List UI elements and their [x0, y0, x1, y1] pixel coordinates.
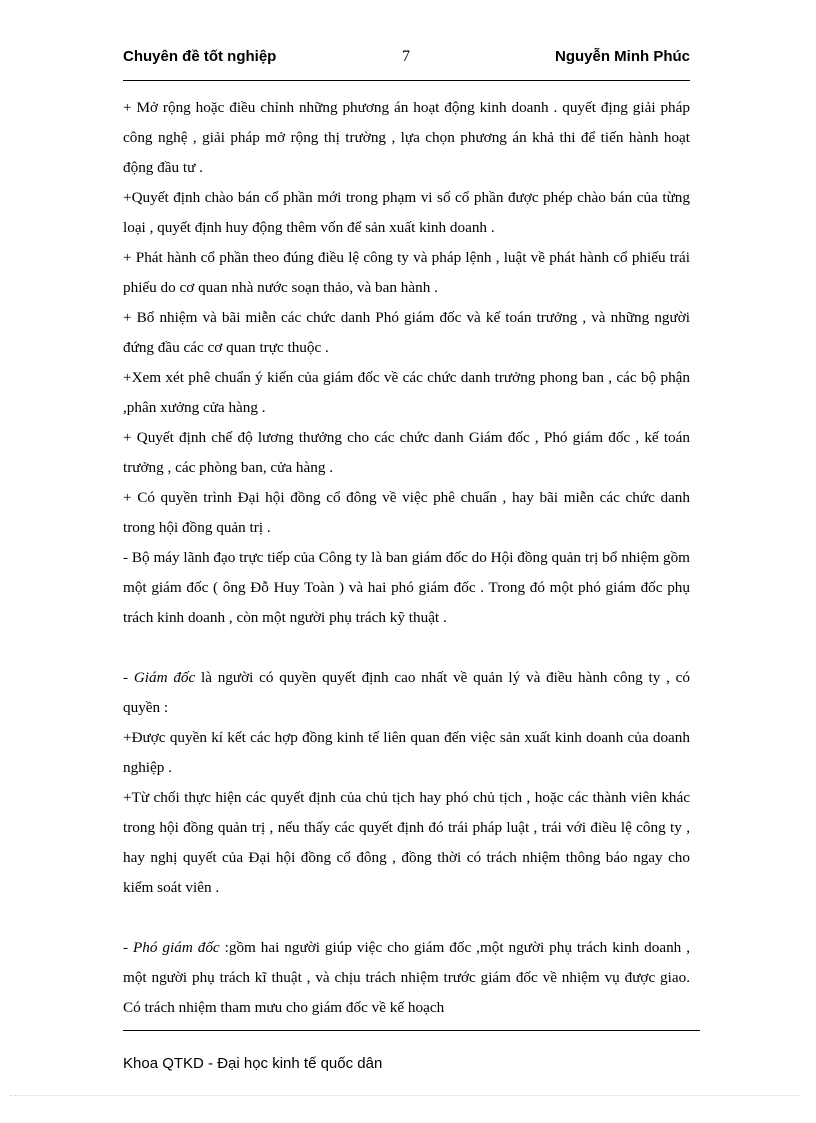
vice-director-description: :gồm hai người giúp việc cho giám đốc ,một người phụ trách kinh doanh , một người phụ trách kĩ thuật , và chịu trách nhiệm trước giám đốc về nhiệm vụ được giao. Có trách nhiệm tham mưu cho giám đốc về kế hoạch: [123, 939, 690, 1016]
director-term: Giám đốc: [133, 669, 196, 686]
paragraph-director-refusal: +Từ chối thực hiện các quyết định của chủ tịch hay phó chủ tịch , hoặc các thành viên khác trong hội đồng quản trị , nếu thấy các quyết định đó trái pháp luật , trái với điều lệ công ty , hay nghị quyết của Đại hội đồng cổ đông , đồng thời có trách nhiệm thông báo ngay cho kiểm soát viên .: [123, 789, 690, 896]
paragraph-salary-policy: + Quyết định chế độ lương thưởng cho các chức danh Giám đốc , Phó giám đốc , kế toán trưởng , các phòng ban, cửa hàng .: [123, 429, 690, 476]
paragraph-expand-business: + Mở rộng hoặc điều chỉnh những phương án hoạt động kinh doanh . quyết địng giải pháp công nghệ , giải pháp mở rộng thị trường , lựa chọn phương án khả thi để tiến hành hoạt động đầu tư .: [123, 99, 690, 176]
page-body: [123, 93, 690, 1023]
page-edge: [10, 1095, 800, 1096]
paragraph-director: [123, 663, 690, 723]
paragraph-shareholder-proposal: + Có quyền trình Đại hội đồng cổ đông về việc phê chuẩn , hay bãi miễn các chức danh trong hội đồng quản trị .: [123, 489, 690, 536]
paragraph-share-issuance: + Phát hành cổ phần theo đúng điều lệ công ty và pháp lệnh , luật về phát hành cổ phiếu trái phiếu do cơ quan nhà nước soạn thảo, và ban hành .: [123, 249, 690, 296]
paragraph-spacer: [123, 903, 690, 933]
footer-divider: [123, 1030, 700, 1031]
header-author-name: Nguyễn Minh Phúc: [555, 48, 690, 65]
paragraph-appointments: + Bổ nhiệm và bãi miễn các chức danh Phó giám đốc và kế toán trưởng , và những người đứng đầu các cơ quan trực thuộc .: [123, 309, 690, 356]
footer-faculty: Khoa QTKD - Đại học kinh tế quốc dân: [123, 1055, 383, 1072]
header-page-number: 7: [402, 48, 410, 65]
paragraph-spacer: [123, 633, 690, 663]
paragraph-review-approval: +Xem xét phê chuẩn ý kiến của giám đốc về các chức danh trưởng phong ban , các bộ phận ,phân xưởng cửa hàng .: [123, 369, 690, 416]
vice-director-term: Phó giám đốc: [133, 939, 220, 956]
vice-director-lead: -: [123, 939, 134, 956]
paragraph-share-offering: +Quyết định chào bán cổ phần mới trong phạm vi số cổ phần được phép chào bán của từng loại , quyết định huy động thêm vốn để sản xuất kinh doanh .: [123, 189, 690, 236]
header-divider: [123, 80, 690, 81]
page-header: [123, 48, 690, 70]
paragraph-vice-director: [123, 933, 690, 1023]
header-document-title: Chuyên đề tốt nghiệp: [123, 48, 277, 65]
director-description: là người có quyền quyết định cao nhất về quản lý và điều hành công ty , có quyền :: [123, 669, 690, 716]
paragraph-management-structure: - Bộ máy lãnh đạo trực tiếp của Công ty là ban giám đốc do Hội đồng quản trị bổ nhiệm gồm một giám đốc ( ông Đỗ Huy Toàn ) và hai phó giám đốc . Trong đó một phó giám đốc phụ trách kinh doanh , còn một người phụ trách kỹ thuật .: [123, 549, 690, 626]
paragraph-director-contracts: +Được quyền kí kết các hợp đồng kinh tế liên quan đến việc sản xuất kinh doanh của doanh nghiệp .: [123, 729, 690, 776]
director-lead: -: [123, 669, 134, 686]
